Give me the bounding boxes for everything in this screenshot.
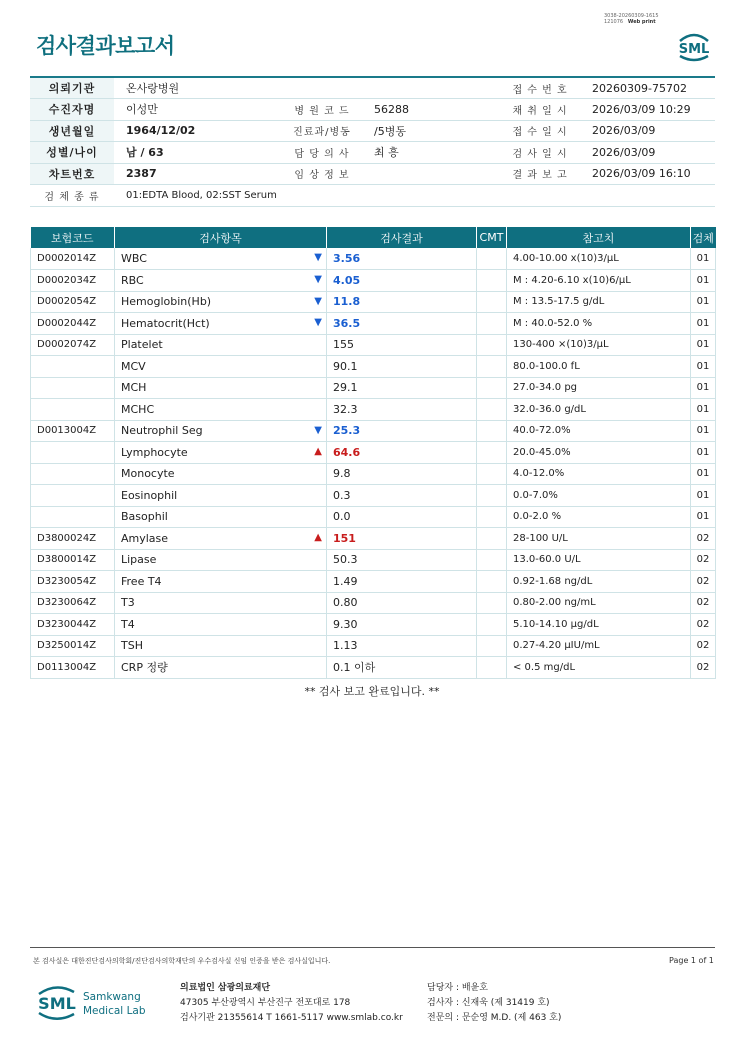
logo-line2: Medical Lab — [83, 1005, 146, 1017]
result-reference: 0.0-7.0% — [507, 485, 691, 507]
low-flag-icon: ▼ — [314, 252, 322, 263]
result-reference: 5.10-14.10 μg/dL — [507, 614, 691, 636]
collection-value: 2026/03/09 10:29 — [580, 99, 715, 121]
result-specimen: 01 — [691, 506, 716, 528]
specimen-value: 01:EDTA Blood, 02:SST Serum — [114, 185, 715, 207]
result-code: D0113004Z — [31, 657, 115, 679]
certification-text: 본 검사실은 대한진단검사의학회/진단검사의학재단의 우수검사실 신임 인증을 받은 검사실입니다. — [33, 957, 331, 965]
collection-label: 채 취 일 시 — [500, 99, 580, 121]
result-cmt — [477, 270, 507, 292]
result-reference: 0.0-2.0 % — [507, 506, 691, 528]
dept-label: 진료과/병동 — [282, 120, 362, 142]
result-item — [115, 270, 327, 292]
result-code: D0002054Z — [31, 291, 115, 313]
result-row — [31, 614, 716, 636]
result-specimen: 02 — [691, 657, 716, 679]
footer-logo-text: SML — [38, 994, 76, 1013]
print-id-line2: 121076 — [604, 19, 624, 25]
result-reference: 0.80-2.00 ng/mL — [507, 592, 691, 614]
result-value: 25.3 — [327, 420, 477, 442]
result-item-name: Amylase — [121, 531, 169, 545]
result-code: D3250014Z — [31, 635, 115, 657]
result-cmt — [477, 248, 507, 270]
result-cmt — [477, 506, 507, 528]
clinical-label: 임 상 정 보 — [282, 163, 362, 185]
report-date-value: 2026/03/09 16:10 — [580, 163, 715, 185]
result-specimen: 02 — [691, 635, 716, 657]
result-row — [31, 377, 716, 399]
result-reference: 4.0-12.0% — [507, 463, 691, 485]
result-cmt — [477, 399, 507, 421]
result-code: D3230044Z — [31, 614, 115, 636]
header-item: 검사항목 — [115, 227, 327, 248]
low-flag-icon: ▼ — [314, 295, 322, 307]
result-item — [115, 377, 327, 399]
result-cmt — [477, 334, 507, 356]
result-code: D3230054Z — [31, 571, 115, 593]
result-code — [31, 485, 115, 507]
result-row — [31, 506, 716, 528]
result-item-name: Hemoglobin(Hb) — [121, 295, 212, 309]
header-result: 검사결과 — [327, 227, 477, 248]
staff-manager: 담당자 : 배윤호 — [427, 983, 488, 993]
result-item — [115, 506, 327, 528]
result-item-name: WBC — [121, 252, 147, 265]
result-item — [115, 313, 327, 335]
receipt-date-label: 접 수 일 시 — [500, 120, 580, 142]
result-cmt — [477, 377, 507, 399]
header-specimen: 검체 — [691, 227, 716, 248]
result-item — [115, 399, 327, 421]
result-cmt — [477, 614, 507, 636]
info-row — [30, 163, 715, 185]
result-item-name: T3 — [121, 596, 135, 610]
result-item — [115, 528, 327, 550]
result-value: 36.5 — [327, 313, 477, 335]
result-cmt — [477, 291, 507, 313]
result-reference: 0.27-4.20 μIU/mL — [507, 635, 691, 657]
org-name: 의료법인 삼광의료재단 — [180, 983, 271, 993]
result-specimen: 02 — [691, 614, 716, 636]
result-specimen: 01 — [691, 399, 716, 421]
result-code — [31, 442, 115, 464]
chart-no-label: 차트번호 — [30, 163, 114, 185]
result-row — [31, 485, 716, 507]
clinical-value — [362, 163, 500, 185]
result-item — [115, 420, 327, 442]
dob-value: 1964/12/02 — [114, 120, 282, 142]
result-item-name: TSH — [121, 639, 143, 653]
result-reference: M : 13.5-17.5 g/dL — [507, 291, 691, 313]
result-item-name: CRP 정량 — [121, 661, 168, 675]
info-row — [30, 99, 715, 121]
result-code: D0002014Z — [31, 248, 115, 270]
result-specimen: 01 — [691, 334, 716, 356]
footer-divider — [30, 947, 715, 948]
chart-no-value: 2387 — [114, 163, 282, 185]
dob-label: 생년월일 — [30, 120, 114, 142]
top-logo-text: SML — [678, 42, 710, 57]
result-code: D3800024Z — [31, 528, 115, 550]
staff-specialist: 전문의 : 문순영 M.D. (제 463 호) — [427, 1013, 562, 1023]
print-id-line1: 3038-20260309-1615 — [604, 13, 659, 19]
result-item-name: Basophil — [121, 510, 168, 524]
receipt-no-value: 20260309-75702 — [580, 77, 715, 99]
result-specimen: 02 — [691, 592, 716, 614]
result-item — [115, 614, 327, 636]
result-reference: 0.92-1.68 ng/dL — [507, 571, 691, 593]
result-cmt — [477, 313, 507, 335]
name-value: 이성만 — [114, 99, 282, 121]
report-complete-text: ** 검사 보고 완료입니다. ** — [304, 685, 440, 698]
result-value: 1.49 — [327, 571, 477, 593]
result-item-name: Neutrophil Seg — [121, 424, 203, 438]
result-row — [31, 528, 716, 550]
institution-value: 온사랑병원 — [114, 77, 500, 99]
result-specimen: 02 — [691, 571, 716, 593]
result-reference: 80.0-100.0 fL — [507, 356, 691, 378]
test-date-label: 검 사 일 시 — [500, 142, 580, 164]
result-specimen: 01 — [691, 356, 716, 378]
staff-examiner: 검사자 : 신재욱 (제 31419 호) — [427, 998, 550, 1008]
result-item — [115, 356, 327, 378]
org-contact: 검사기관 21355614 T 1661-5117 www.smlab.co.kr — [180, 1013, 403, 1023]
result-specimen: 01 — [691, 270, 716, 292]
hospital-code-value: 56288 — [362, 99, 500, 121]
result-specimen: 01 — [691, 442, 716, 464]
result-value: 11.8 — [327, 291, 477, 313]
result-specimen: 02 — [691, 528, 716, 550]
result-cmt — [477, 356, 507, 378]
result-item — [115, 248, 327, 270]
report-date-label: 결 과 보 고 — [500, 163, 580, 185]
organization-info — [180, 981, 403, 1026]
result-code: D3800014Z — [31, 549, 115, 571]
result-code: D0013004Z — [31, 420, 115, 442]
result-item — [115, 463, 327, 485]
low-flag-icon: ▼ — [314, 424, 322, 436]
result-item — [115, 291, 327, 313]
result-reference: 130-400 ×(10)3/μL — [507, 334, 691, 356]
result-item-name: Free T4 — [121, 574, 162, 588]
result-cmt — [477, 635, 507, 657]
doctor-value: 최 흥 — [362, 142, 500, 164]
result-reference: M : 40.0-52.0 % — [507, 313, 691, 335]
info-row — [30, 185, 715, 207]
result-row — [31, 463, 716, 485]
print-id — [604, 13, 659, 25]
result-reference: 28-100 U/L — [507, 528, 691, 550]
result-specimen: 01 — [691, 485, 716, 507]
result-item-name: Lipase — [121, 553, 157, 567]
result-value: 0.0 — [327, 506, 477, 528]
result-value: 1.13 — [327, 635, 477, 657]
patient-info-table — [30, 76, 715, 207]
sex-age-label: 성별/나이 — [30, 142, 114, 164]
result-row — [31, 399, 716, 421]
result-row — [31, 248, 716, 270]
result-reference: 20.0-45.0% — [507, 442, 691, 464]
result-item — [115, 592, 327, 614]
result-value: 32.3 — [327, 399, 477, 421]
logo-line1: Samkwang — [83, 991, 141, 1003]
result-row — [31, 592, 716, 614]
result-row — [31, 549, 716, 571]
staff-info — [427, 981, 561, 1026]
result-specimen: 01 — [691, 420, 716, 442]
result-item-name: RBC — [121, 273, 144, 287]
results-body — [31, 248, 716, 678]
result-item-name: Lymphocyte — [121, 445, 188, 459]
header-reference: 참고치 — [507, 227, 691, 248]
result-item — [115, 485, 327, 507]
result-reference: 40.0-72.0% — [507, 420, 691, 442]
result-cmt — [477, 485, 507, 507]
result-cmt — [477, 442, 507, 464]
result-row — [31, 334, 716, 356]
result-value: 64.6 — [327, 442, 477, 464]
result-cmt — [477, 528, 507, 550]
result-row — [31, 571, 716, 593]
page-number: Page 1 of 1 — [669, 956, 714, 965]
high-flag-icon: ▲ — [314, 446, 322, 457]
result-code — [31, 356, 115, 378]
name-label: 수진자명 — [30, 99, 114, 121]
result-item — [115, 635, 327, 657]
low-flag-icon: ▼ — [314, 274, 322, 285]
info-row — [30, 77, 715, 99]
result-value: 0.3 — [327, 485, 477, 507]
result-code — [31, 506, 115, 528]
result-row — [31, 356, 716, 378]
info-row — [30, 142, 715, 164]
result-reference: < 0.5 mg/dL — [507, 657, 691, 679]
web-print-label: Web print — [627, 19, 656, 25]
doctor-label: 담 당 의 사 — [282, 142, 362, 164]
result-code — [31, 377, 115, 399]
sml-logo-icon — [674, 27, 714, 63]
result-item-name: Hematocrit(Hct) — [121, 316, 210, 330]
result-item — [115, 657, 327, 679]
result-item — [115, 571, 327, 593]
result-row — [31, 442, 716, 464]
result-specimen: 01 — [691, 313, 716, 335]
result-value: 0.80 — [327, 592, 477, 614]
samkwang-logo-icon — [36, 980, 158, 1026]
result-value: 3.56 — [327, 248, 477, 270]
header-code: 보험코드 — [31, 227, 115, 248]
result-cmt — [477, 420, 507, 442]
result-code: D0002044Z — [31, 313, 115, 335]
results-table — [30, 227, 716, 679]
dept-value: /5병동 — [362, 120, 500, 142]
result-row — [31, 635, 716, 657]
result-value: 50.3 — [327, 549, 477, 571]
high-flag-icon: ▲ — [314, 532, 322, 543]
header-cmt: CMT — [477, 227, 507, 248]
result-value: 9.30 — [327, 614, 477, 636]
result-value: 4.05 — [327, 270, 477, 292]
result-item — [115, 334, 327, 356]
result-item-name: T4 — [121, 617, 135, 631]
result-reference: 13.0-60.0 U/L — [507, 549, 691, 571]
result-row — [31, 270, 716, 292]
result-value: 9.8 — [327, 463, 477, 485]
result-item — [115, 549, 327, 571]
result-item-name: Eosinophil — [121, 488, 178, 502]
result-item-name: MCV — [121, 359, 146, 373]
org-address: 47305 부산광역시 부산진구 전포대로 178 — [180, 998, 351, 1008]
specimen-label: 검 체 종 류 — [30, 185, 114, 207]
result-row — [31, 657, 716, 679]
result-specimen: 01 — [691, 291, 716, 313]
result-cmt — [477, 463, 507, 485]
result-specimen: 01 — [691, 377, 716, 399]
result-cmt — [477, 549, 507, 571]
result-cmt — [477, 592, 507, 614]
result-reference: 32.0-36.0 g/dL — [507, 399, 691, 421]
result-specimen: 01 — [691, 248, 716, 270]
results-header-row — [31, 227, 716, 248]
result-code — [31, 463, 115, 485]
result-value: 155 — [327, 334, 477, 356]
result-reference: 27.0-34.0 pg — [507, 377, 691, 399]
result-value: 151 — [327, 528, 477, 550]
test-date-value: 2026/03/09 — [580, 142, 715, 164]
result-cmt — [477, 571, 507, 593]
result-reference: 4.00-10.00 x(10)3/μL — [507, 248, 691, 270]
result-item-name: Platelet — [121, 338, 163, 352]
result-item-name: MCHC — [121, 402, 155, 416]
receipt-date-value: 2026/03/09 — [580, 120, 715, 142]
result-code: D0002034Z — [31, 270, 115, 292]
result-item-name: Monocyte — [121, 467, 175, 481]
result-code: D3230064Z — [31, 592, 115, 614]
result-code — [31, 399, 115, 421]
low-flag-icon: ▼ — [314, 317, 322, 328]
result-value: 0.1 이하 — [327, 657, 477, 679]
result-code: D0002074Z — [31, 334, 115, 356]
hospital-code-label: 병 원 코 드 — [282, 99, 362, 121]
result-row — [31, 313, 716, 335]
result-specimen: 01 — [691, 463, 716, 485]
result-row — [31, 420, 716, 442]
result-value: 29.1 — [327, 377, 477, 399]
sex-age-value: 남 / 63 — [114, 142, 282, 164]
result-row — [31, 291, 716, 313]
page-title: 검사결과보고서 — [36, 34, 175, 58]
institution-label: 의뢰기관 — [30, 77, 114, 99]
receipt-no-label: 접 수 번 호 — [500, 77, 580, 99]
result-specimen: 02 — [691, 549, 716, 571]
result-cmt — [477, 657, 507, 679]
info-row — [30, 120, 715, 142]
result-item-name: MCH — [121, 381, 147, 395]
result-value: 90.1 — [327, 356, 477, 378]
result-item — [115, 442, 327, 464]
result-reference: M : 4.20-6.10 x(10)6/μL — [507, 270, 691, 292]
